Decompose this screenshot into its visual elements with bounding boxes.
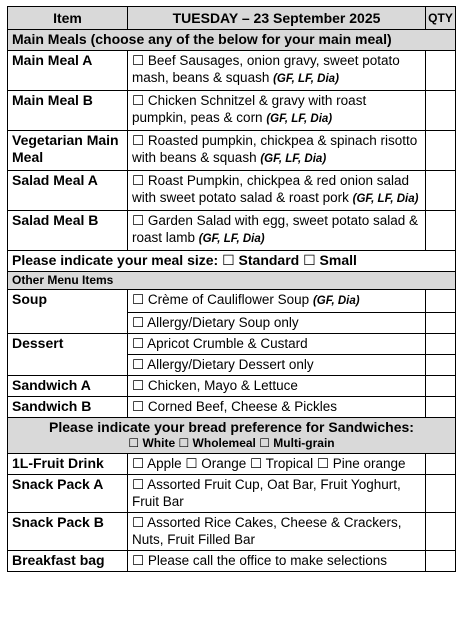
item-description[interactable]: ☐ Apricot Crumble & Custard: [128, 334, 426, 355]
qty-cell[interactable]: [426, 171, 456, 211]
menu-row: [8, 454, 456, 475]
qty-cell[interactable]: [426, 131, 456, 171]
item-name: Main Meal B: [8, 91, 128, 131]
bread-preference-title: Please indicate your bread preference for Sandwiches:: [49, 419, 414, 435]
qty-cell[interactable]: [426, 313, 456, 334]
menu-row: [8, 475, 456, 513]
item-description[interactable]: ☐ Chicken, Mayo & Lettuce: [128, 376, 426, 397]
description-text: ☐ Chicken Schnitzel & gravy with roast pumpkin, peas & corn: [132, 93, 367, 125]
item-name: Main Meal A: [8, 51, 128, 91]
item-description[interactable]: ☐ Allergy/Dietary Soup only: [128, 313, 426, 334]
item-description[interactable]: [128, 290, 426, 313]
item-name: Salad Meal A: [8, 171, 128, 211]
item-description[interactable]: [128, 171, 426, 211]
other-items-heading: Other Menu Items: [8, 272, 456, 290]
menu-row: [8, 334, 456, 355]
menu-row: [8, 376, 456, 397]
meal-size-prompt[interactable]: Please indicate your meal size: ☐ Standard ☐ Small: [8, 251, 456, 272]
item-name: Soup: [8, 290, 128, 334]
main-meals-section: [8, 30, 456, 51]
item-description[interactable]: [128, 91, 426, 131]
menu-row: [8, 551, 456, 572]
description-text: ☐ Beef Sausages, onion gravy, sweet potato mash, beans & squash: [132, 53, 400, 85]
menu-row: [8, 290, 456, 313]
menu-row: [8, 131, 456, 171]
dietary-tags: (GF, Dia): [312, 295, 360, 307]
item-description[interactable]: ☐ Assorted Rice Cakes, Cheese & Crackers, Nuts, Fruit Filled Bar: [128, 513, 426, 551]
dietary-tags: (GF, LF, Dia): [260, 153, 327, 165]
header-day: TUESDAY – 23 September 2025: [128, 7, 426, 30]
menu-row: [8, 171, 456, 211]
item-description[interactable]: ☐ Corned Beef, Cheese & Pickles: [128, 397, 426, 418]
other-items-section: [8, 272, 456, 290]
bread-preference[interactable]: [8, 418, 456, 454]
qty-cell[interactable]: [426, 334, 456, 355]
menu-row: [8, 91, 456, 131]
menu-order-table: [7, 6, 456, 572]
qty-cell[interactable]: [426, 91, 456, 131]
main-meals-heading: Main Meals (choose any of the below for your main meal): [8, 30, 456, 51]
dietary-tags: (GF, LF, Dia): [273, 73, 339, 85]
qty-cell[interactable]: [426, 513, 456, 551]
item-name: Sandwich A: [8, 376, 128, 397]
qty-cell[interactable]: [426, 397, 456, 418]
menu-row: [8, 51, 456, 91]
item-description[interactable]: [128, 211, 426, 251]
description-text: ☐ Roasted pumpkin, chickpea & spinach risotto with beans & squash: [132, 133, 418, 165]
qty-cell[interactable]: [426, 475, 456, 513]
description-text: ☐ Crème of Cauliflower Soup: [132, 292, 313, 307]
bread-preference-row: [8, 418, 456, 454]
item-name: Salad Meal B: [8, 211, 128, 251]
item-description[interactable]: ☐ Assorted Fruit Cup, Oat Bar, Fruit Yoghurt, Fruit Bar: [128, 475, 426, 513]
qty-cell[interactable]: [426, 454, 456, 475]
qty-cell[interactable]: [426, 551, 456, 572]
qty-cell[interactable]: [426, 51, 456, 91]
header-qty: QTY: [426, 7, 456, 30]
header-item: Item: [8, 7, 128, 30]
dietary-tags: (GF, LF, Dia): [266, 113, 333, 125]
item-description[interactable]: ☐ Please call the office to make selections: [128, 551, 426, 572]
description-text: ☐ Garden Salad with egg, sweet potato salad & roast lamb: [132, 213, 419, 245]
menu-row: [8, 397, 456, 418]
dietary-tags: (GF, LF, Dia): [352, 193, 419, 205]
item-name: Breakfast bag: [8, 551, 128, 572]
qty-cell[interactable]: [426, 290, 456, 313]
item-description[interactable]: ☐ Apple ☐ Orange ☐ Tropical ☐ Pine orange: [128, 454, 426, 475]
bread-options[interactable]: ☐ White ☐ Wholemeal ☐ Multi-grain: [128, 436, 335, 450]
meal-size-row: [8, 251, 456, 272]
menu-row: [8, 513, 456, 551]
item-name: Snack Pack A: [8, 475, 128, 513]
description-text: ☐ Roast Pumpkin, chickpea & red onion salad with sweet potato salad & roast pork: [132, 173, 410, 205]
menu-row: [8, 211, 456, 251]
header-row: [8, 7, 456, 30]
qty-cell[interactable]: [426, 211, 456, 251]
item-name: 1L-Fruit Drink: [8, 454, 128, 475]
qty-cell[interactable]: [426, 355, 456, 376]
item-name: Vegetarian Main Meal: [8, 131, 128, 171]
item-name: Dessert: [8, 334, 128, 376]
item-description[interactable]: [128, 131, 426, 171]
qty-cell[interactable]: [426, 376, 456, 397]
item-description[interactable]: ☐ Allergy/Dietary Dessert only: [128, 355, 426, 376]
dietary-tags: (GF, LF, Dia): [198, 233, 265, 245]
item-name: Snack Pack B: [8, 513, 128, 551]
item-description[interactable]: [128, 51, 426, 91]
item-name: Sandwich B: [8, 397, 128, 418]
